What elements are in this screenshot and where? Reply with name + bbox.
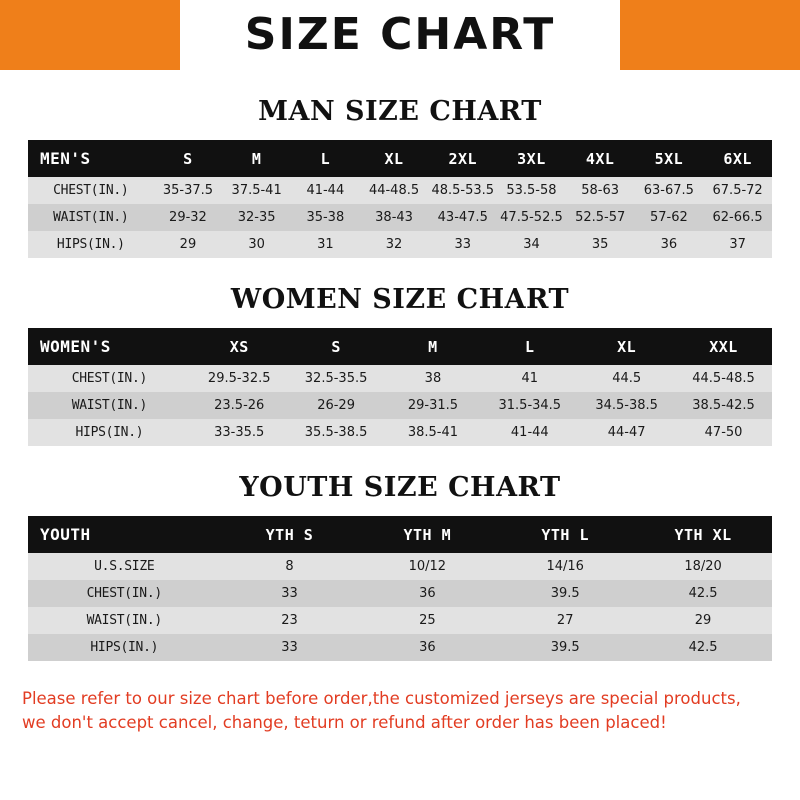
men-header-xl: XL [360,140,429,177]
men-header-label: MEN'S [28,140,154,177]
men-row1-c3: 35-38 [291,204,360,231]
men-row0-c2: 37.5-41 [222,177,291,204]
table-header-row [28,328,772,365]
women-header-label: WOMEN'S [28,328,191,365]
table-header-row [28,516,772,553]
women-row2-c2: 35.5-38.5 [288,419,385,446]
men-row1-c9: 62-66.5 [703,204,772,231]
women-row2-c4: 41-44 [481,419,578,446]
women-row1-label: WAIST(IN.) [28,392,191,419]
youth-header-xl: YTH XL [634,516,772,553]
women-chart-wrap [0,328,800,446]
men-header-s: S [154,140,223,177]
table-row [28,392,772,419]
women-row2-c5: 44-47 [578,419,675,446]
men-header-4xl: 4XL [566,140,635,177]
youth-row3-c2: 36 [358,634,496,661]
men-row2-label: HIPS(IN.) [28,231,154,258]
table-row [28,365,772,392]
men-row2-c9: 37 [703,231,772,258]
table-header-row [28,140,772,177]
women-section-title: WOMEN SIZE CHART [230,284,570,315]
policy-note-line-1: Please refer to our size chart before order,the customized jerseys are special products, [22,689,741,708]
women-header-xxl: XXL [675,328,772,365]
header-banner [0,0,800,70]
women-row1-c4: 31.5-34.5 [481,392,578,419]
youth-row2-label: WAIST(IN.) [28,607,221,634]
women-table-body [28,365,772,446]
table-row [28,177,772,204]
youth-row0-c2: 10/12 [358,553,496,580]
youth-row3-c1: 33 [221,634,359,661]
men-row1-c1: 29-32 [154,204,223,231]
page-title: SIZE CHART [244,9,556,60]
women-header-l: L [481,328,578,365]
men-row2-c8: 36 [635,231,704,258]
men-row2-c1: 29 [154,231,223,258]
women-row0-c3: 38 [385,365,482,392]
youth-row0-label: U.S.SIZE [28,553,221,580]
women-row0-label: CHEST(IN.) [28,365,191,392]
men-row1-c6: 47.5-52.5 [497,204,566,231]
men-row0-c8: 63-67.5 [635,177,704,204]
men-chart-wrap [0,140,800,258]
youth-row2-c2: 25 [358,607,496,634]
youth-header-s: YTH S [221,516,359,553]
women-header-xs: XS [191,328,288,365]
men-row2-c3: 31 [291,231,360,258]
women-header-s: S [288,328,385,365]
women-table-header [28,328,772,365]
women-row2-c1: 33-35.5 [191,419,288,446]
youth-table-body [28,553,772,661]
women-row0-c1: 29.5-32.5 [191,365,288,392]
men-row2-c2: 30 [222,231,291,258]
men-row0-label: CHEST(IN.) [28,177,154,204]
women-row2-label: HIPS(IN.) [28,419,191,446]
table-row [28,553,772,580]
women-header-xl: XL [578,328,675,365]
women-row0-c2: 32.5-35.5 [288,365,385,392]
men-row2-c7: 35 [566,231,635,258]
men-table-header [28,140,772,177]
men-row0-c6: 53.5-58 [497,177,566,204]
women-row0-c6: 44.5-48.5 [675,365,772,392]
men-size-table [28,140,772,258]
youth-row0-c1: 8 [221,553,359,580]
men-section-title: MAN SIZE CHART [258,96,542,127]
youth-row1-c3: 39.5 [496,580,634,607]
youth-header-m: YTH M [358,516,496,553]
men-row2-c6: 34 [497,231,566,258]
women-row1-c5: 34.5-38.5 [578,392,675,419]
women-row1-c2: 26-29 [288,392,385,419]
women-row1-c3: 29-31.5 [385,392,482,419]
men-row1-label: WAIST(IN.) [28,204,154,231]
youth-row2-c1: 23 [221,607,359,634]
men-row1-c2: 32-35 [222,204,291,231]
youth-row1-c1: 33 [221,580,359,607]
men-row0-c7: 58-63 [566,177,635,204]
youth-header-label: YOUTH [28,516,221,553]
men-row2-c5: 33 [428,231,497,258]
youth-row2-c3: 27 [496,607,634,634]
youth-row3-label: HIPS(IN.) [28,634,221,661]
men-row0-c3: 41-44 [291,177,360,204]
men-table-body [28,177,772,258]
table-row [28,231,772,258]
women-header-m: M [385,328,482,365]
women-row0-c4: 41 [481,365,578,392]
youth-size-table [28,516,772,661]
youth-row0-c3: 14/16 [496,553,634,580]
men-row0-c1: 35-37.5 [154,177,223,204]
policy-note [0,687,800,735]
men-row2-c4: 32 [360,231,429,258]
men-row1-c4: 38-43 [360,204,429,231]
youth-chart-wrap [0,516,800,661]
youth-row3-c3: 39.5 [496,634,634,661]
men-header-m: M [222,140,291,177]
table-row [28,204,772,231]
table-row [28,580,772,607]
men-header-3xl: 3XL [497,140,566,177]
youth-table-header [28,516,772,553]
youth-row1-c4: 42.5 [634,580,772,607]
youth-row1-c2: 36 [358,580,496,607]
women-size-table [28,328,772,446]
women-row1-c1: 23.5-26 [191,392,288,419]
policy-note-line-2: we don't accept cancel, change, teturn or refund after order has been placed! [22,712,667,732]
women-row2-c3: 38.5-41 [385,419,482,446]
men-row1-c8: 57-62 [635,204,704,231]
youth-header-l: YTH L [496,516,634,553]
men-header-5xl: 5XL [635,140,704,177]
men-row0-c5: 48.5-53.5 [428,177,497,204]
youth-row1-label: CHEST(IN.) [28,580,221,607]
table-row [28,419,772,446]
men-header-6xl: 6XL [703,140,772,177]
table-row [28,634,772,661]
youth-section-title: YOUTH SIZE CHART [239,472,561,503]
men-row1-c7: 52.5-57 [566,204,635,231]
women-row0-c5: 44.5 [578,365,675,392]
men-row1-c5: 43-47.5 [428,204,497,231]
men-header-2xl: 2XL [428,140,497,177]
men-header-l: L [291,140,360,177]
youth-row3-c4: 42.5 [634,634,772,661]
men-row0-c9: 67.5-72 [703,177,772,204]
women-row2-c6: 47-50 [675,419,772,446]
men-row0-c4: 44-48.5 [360,177,429,204]
women-row1-c6: 38.5-42.5 [675,392,772,419]
youth-row2-c4: 29 [634,607,772,634]
youth-row0-c4: 18/20 [634,553,772,580]
table-row [28,607,772,634]
